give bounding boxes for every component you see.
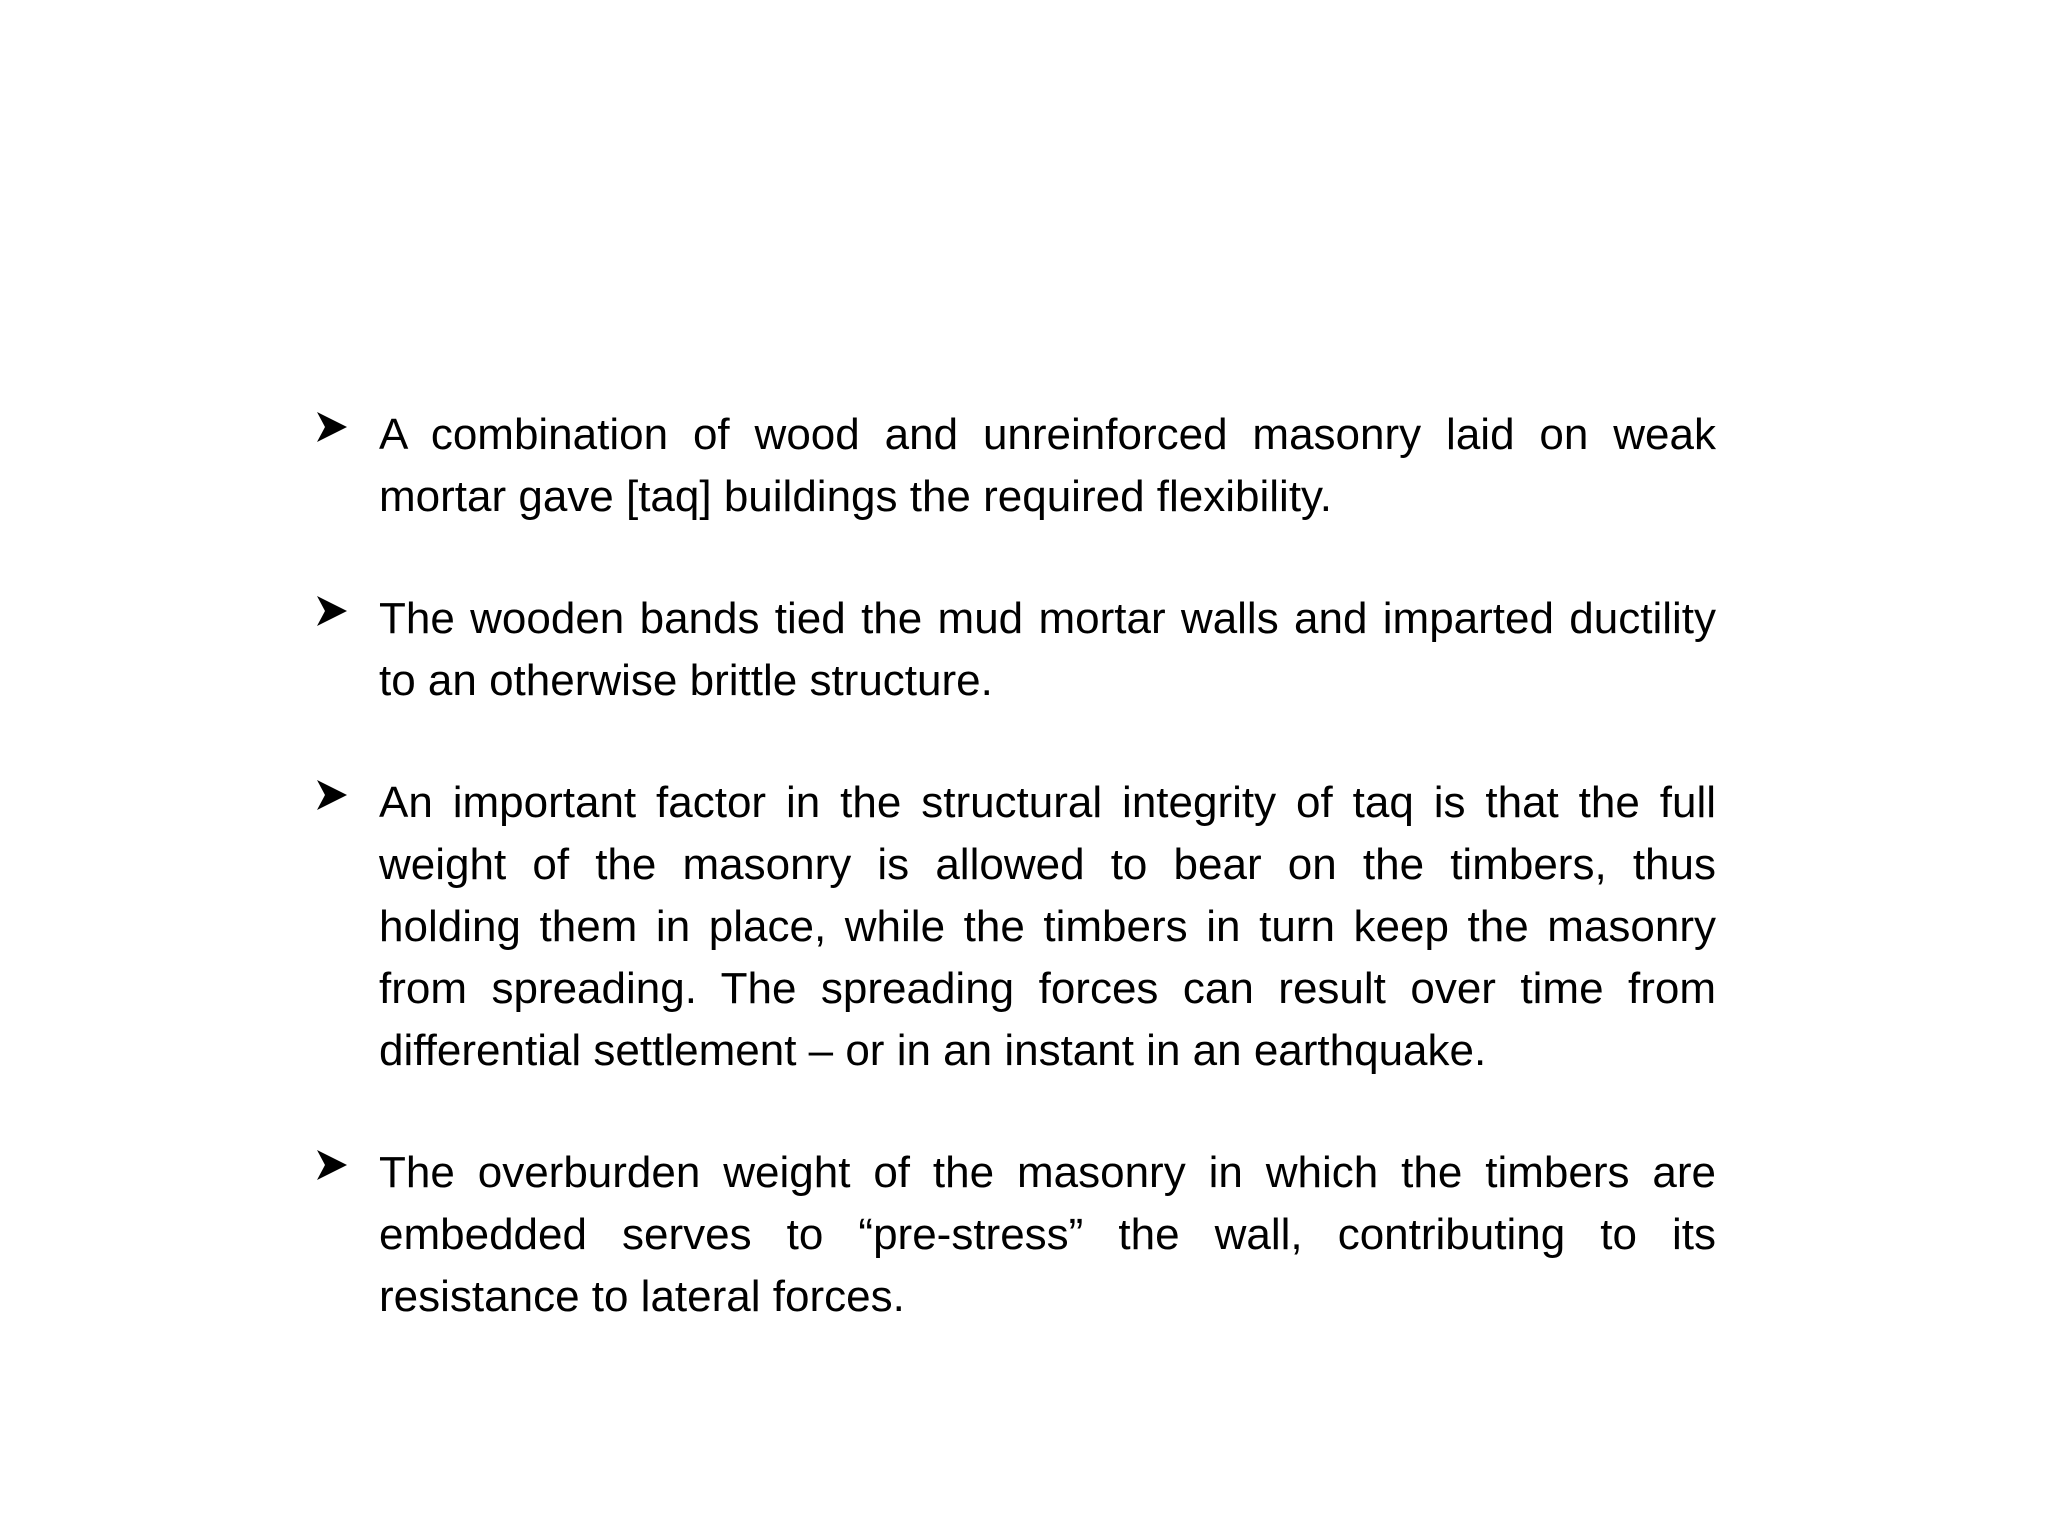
bullet-item: [316, 1142, 1716, 1328]
bullet-text: The overburden weight of the masonry in which the timbers are embedded serves to “pre-stress” the wall, contributing to its resistance to lateral forces.: [379, 1148, 1716, 1321]
bullet-item: [316, 772, 1716, 1082]
bullet-text: An important factor in the structural integrity of taq is that the full weight of the masonry is allowed to bear on the timbers, thus holding them in place, while the timbers in turn keep the masonry from spreading. The spreading forces can result over time from differential settlement – or in an instant in an earthquake.: [379, 778, 1716, 1075]
arrowhead-bullet-icon: [316, 410, 348, 444]
bullet-item: [316, 404, 1716, 528]
bullet-list: [316, 404, 1716, 1328]
bullet-item: [316, 588, 1716, 712]
arrowhead-bullet-icon: [316, 1148, 348, 1182]
bullet-text: The wooden bands tied the mud mortar walls and imparted ductility to an otherwise brittle structure.: [379, 594, 1716, 705]
bullet-text: A combination of wood and unreinforced masonry laid on weak mortar gave [taq] buildings the required flexibility.: [379, 410, 1716, 521]
arrowhead-bullet-icon: [316, 778, 348, 812]
arrowhead-bullet-icon: [316, 594, 348, 628]
